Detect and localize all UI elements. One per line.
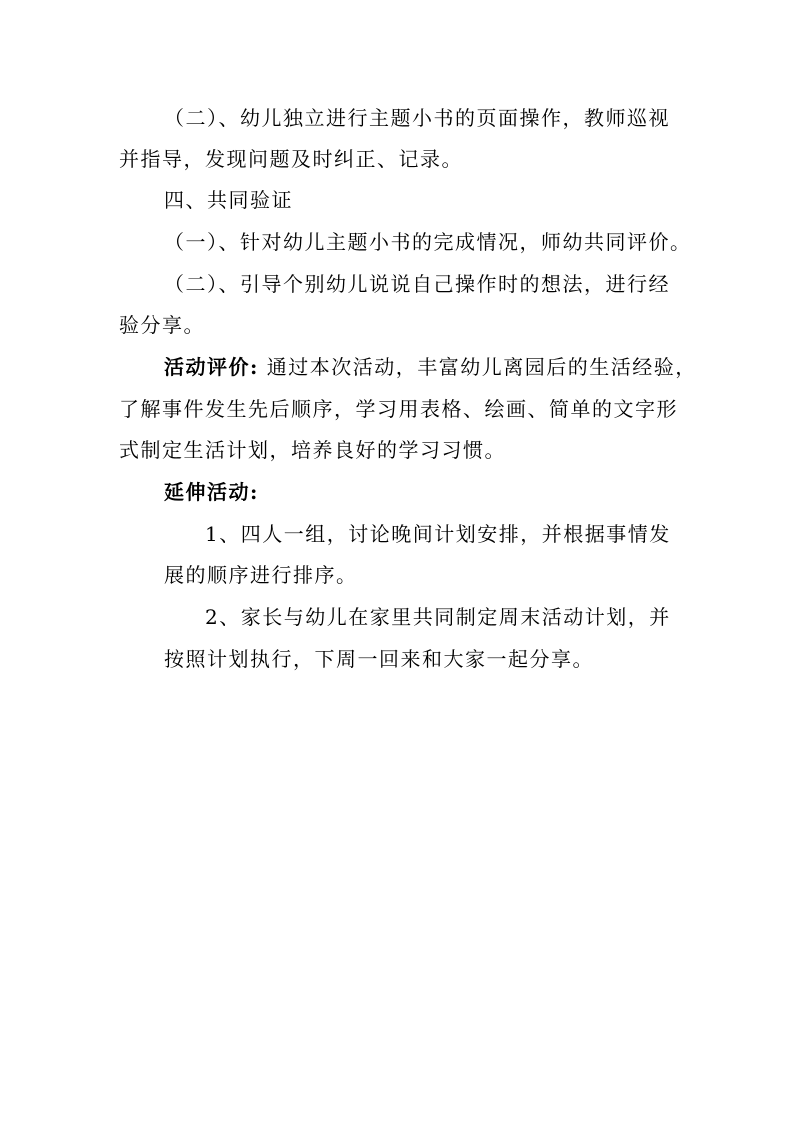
extension-item1-line2: 展的顺序进行排序。 [164, 563, 358, 587]
section2-item2-line2: 并指导，发现问题及时纠正、记录。 [119, 147, 463, 171]
extension-item1-line1: 1、四人一组，讨论晚间计划安排，并根据事情发 [205, 522, 671, 546]
evaluation-paragraph-line1 [164, 353, 697, 381]
evaluation-label: 活动评价: [164, 355, 259, 379]
section4-item2-line2: 验分享。 [119, 313, 205, 337]
section4-heading: 四、共同验证 [164, 188, 293, 212]
evaluation-text-line2: 了解事件发生先后顺序，学习用表格、绘画、简单的文字形 [119, 397, 678, 421]
evaluation-text-line3: 式制定生活计划，培养良好的学习习惯。 [119, 438, 506, 462]
extension-heading: 延伸活动: [164, 480, 259, 504]
section4-item2-line1: （二）、引导个别幼儿说说自己操作时的想法，进行经 [164, 272, 670, 296]
evaluation-text-line1: 通过本次活动，丰富幼儿离园后的生活经验， [266, 355, 697, 379]
extension-item2-line1: 2、家长与幼儿在家里共同制定周末活动计划，并 [205, 605, 671, 629]
section4-item1: （一）、针对幼儿主题小书的完成情况，师幼共同评价。 [164, 230, 692, 254]
section2-item2-line1: （二）、幼儿独立进行主题小书的页面操作，教师巡视 [164, 106, 670, 130]
extension-item2-line2: 按照计划执行，下周一回来和大家一起分享。 [164, 647, 594, 671]
